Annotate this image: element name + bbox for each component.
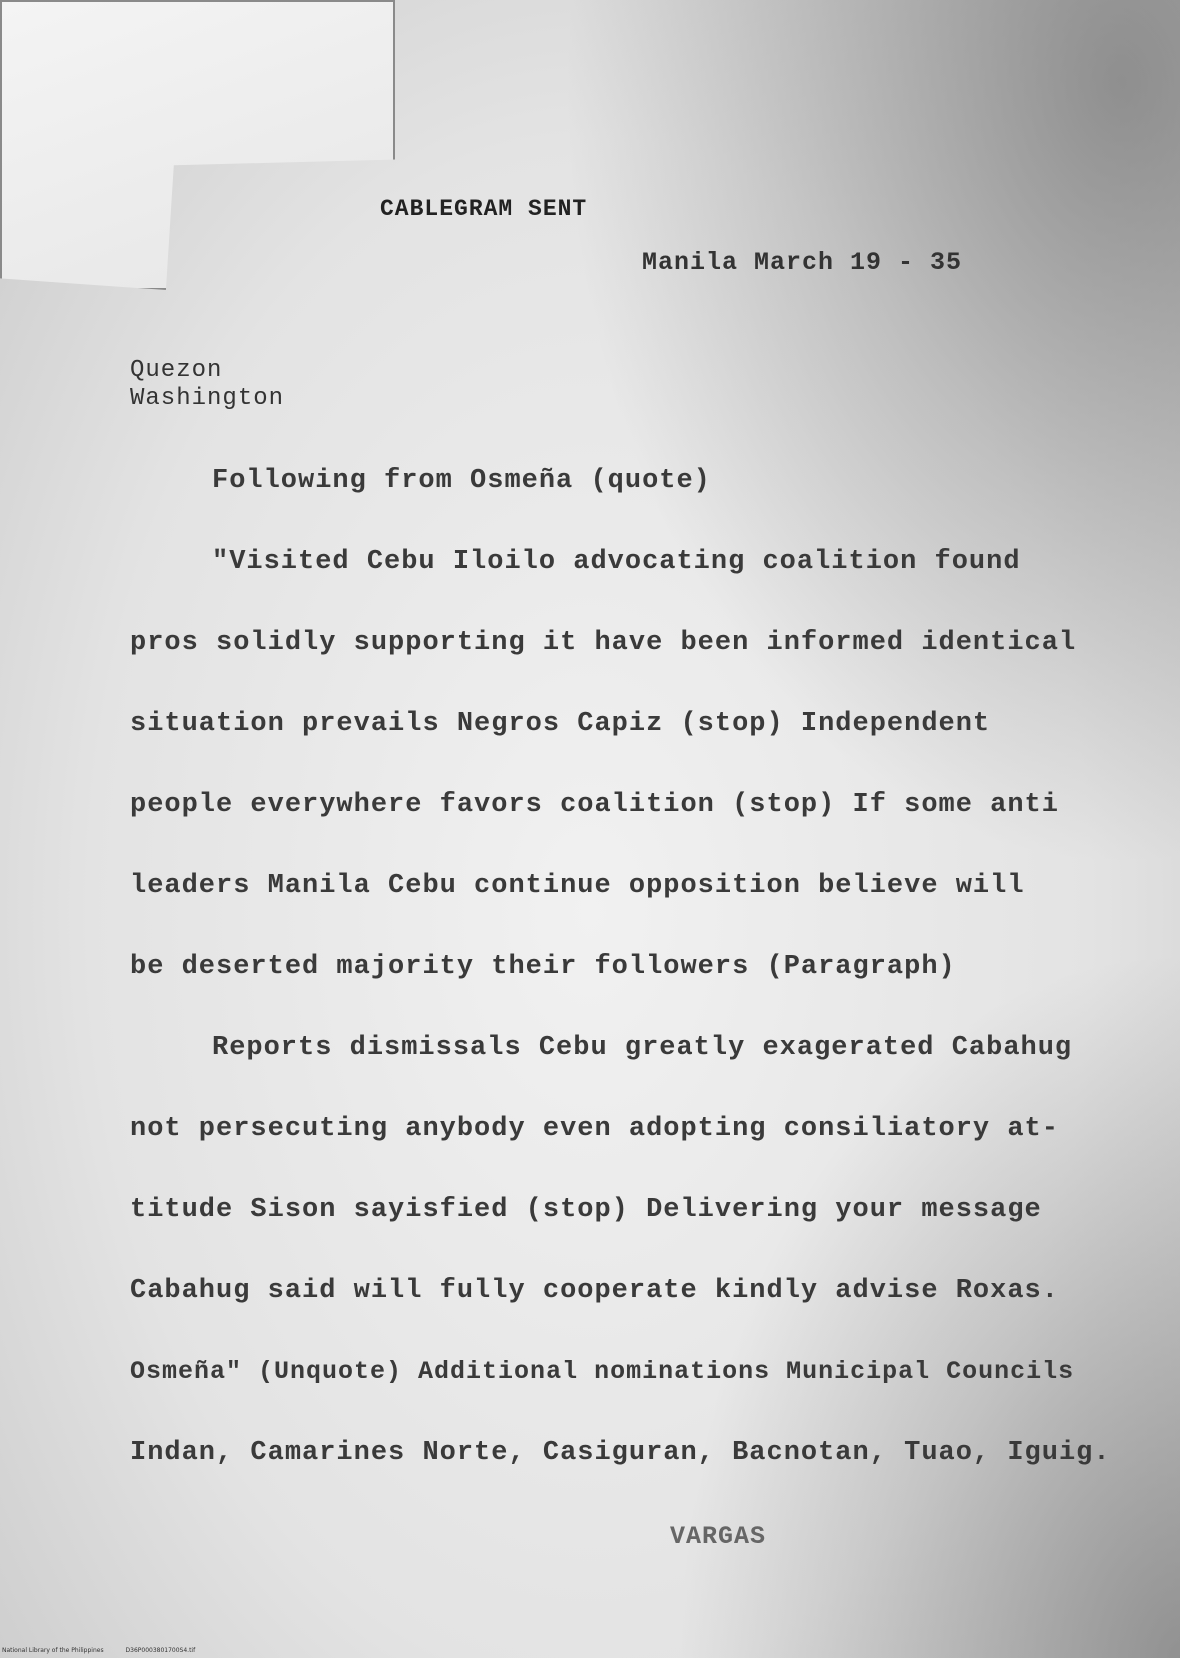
body-line: titude Sison sayisfied (stop) Delivering your message xyxy=(130,1195,1042,1225)
dateline: Manila March 19 - 35 xyxy=(642,248,963,277)
body-line: not persecuting anybody even adopting consiliatory at- xyxy=(130,1114,1059,1144)
body-line: "Visited Cebu Iloilo advocating coalition found xyxy=(212,547,1021,577)
torn-paper-edge xyxy=(0,0,395,290)
scan-footer xyxy=(2,1647,215,1654)
body-line: Indan, Camarines Norte, Casiguran, Bacnotan, Tuao, Iguig. xyxy=(130,1438,1111,1468)
body-line: pros solidly supporting it have been informed identical xyxy=(130,628,1077,658)
body-line: Cabahug said will fully cooperate kindly advise Roxas. xyxy=(130,1276,1059,1306)
body-line: Reports dismissals Cebu greatly exagerated Cabahug xyxy=(212,1033,1073,1063)
signature: VARGAS xyxy=(670,1522,767,1551)
file-name: D36P0003801700S4.tif xyxy=(125,1647,196,1654)
library-credit: National Library of the Philippines xyxy=(2,1647,104,1654)
addressee-name: Quezon xyxy=(130,357,223,384)
body-line: leaders Manila Cebu continue opposition believe will xyxy=(130,871,1025,901)
body-line: Osmeña" (Unquote) Additional nominations Municipal Councils xyxy=(130,1357,1075,1386)
body-line: be deserted majority their followers (Paragraph) xyxy=(130,952,956,982)
document-heading: CABLEGRAM SENT xyxy=(380,196,588,222)
body-line: situation prevails Negros Capiz (stop) Independent xyxy=(130,709,991,739)
addressee-location: Washington xyxy=(130,385,285,412)
body-line: people everywhere favors coalition (stop) If some anti xyxy=(130,790,1059,820)
body-line: Following from Osmeña (quote) xyxy=(212,466,711,496)
